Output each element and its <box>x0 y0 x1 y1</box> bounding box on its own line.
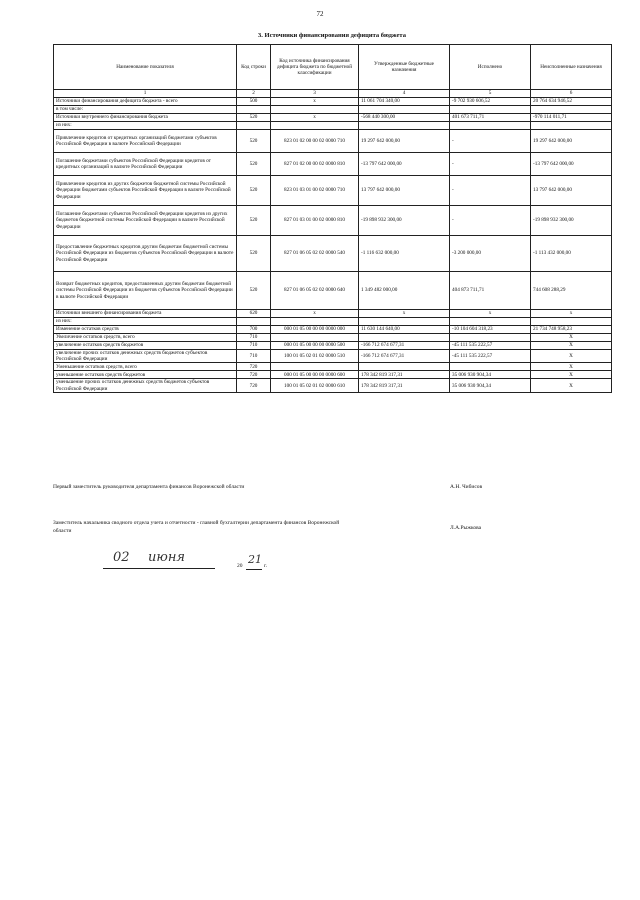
cell-indicator-name: Источники внешнего финансирования бюджета <box>54 310 237 318</box>
cell-executed <box>450 318 531 326</box>
date-year-unit: г. <box>264 563 268 569</box>
cell-executed <box>450 334 531 342</box>
cell-indicator-name: Привлечение кредитов из других бюджетов бюджетной системы Российской Федерации бюджетами субъектов Российской Федерации в валюте Российской Федерации <box>54 176 237 206</box>
financing-sources-table <box>53 44 612 393</box>
table-row <box>54 206 612 236</box>
cell-indicator-name: Возврат бюджетных кредитов, предоставленных другим бюджетам бюджетной системы Российской Федерации из бюджетов субъектов Российской Федерации в валюте Российской Федерации <box>54 272 237 310</box>
cell-source-code: 000 01 05 00 00 00 0000 600 <box>271 371 359 379</box>
cell-executed: 401 673 711,71 <box>450 114 531 122</box>
cell-executed: 35 006 930 904,34 <box>450 379 531 392</box>
table-row <box>54 122 612 130</box>
cell-unexecuted: X <box>531 379 612 392</box>
header-approved: Утвержденные бюджетные назначения <box>359 45 450 90</box>
cell-approved <box>359 334 450 342</box>
cell-source-code <box>271 122 359 130</box>
cell-line-code: 710 <box>237 334 271 342</box>
cell-unexecuted <box>531 122 612 130</box>
cell-indicator-name: из них: <box>54 122 237 130</box>
section-title: 3. Источники финансирования дефицита бюджета <box>258 32 406 39</box>
cell-executed <box>450 106 531 114</box>
cell-executed: -10 104 604 318,23 <box>450 326 531 334</box>
cell-line-code: 520 <box>237 176 271 206</box>
cell-approved: 1 349 482 000,00 <box>359 272 450 310</box>
cell-indicator-name: увеличение остатков средств бюджетов <box>54 342 237 350</box>
cell-approved: 19 297 642 000,00 <box>359 130 450 153</box>
cell-approved: -568 440 300,00 <box>359 114 450 122</box>
cell-line-code <box>237 318 271 326</box>
cell-approved: -13 797 642 000,00 <box>359 153 450 176</box>
signature-name-2: Л.А.Рыжкова <box>450 525 482 531</box>
cell-executed: - <box>450 130 531 153</box>
cell-approved: 13 797 642 000,00 <box>359 176 450 206</box>
cell-executed: x <box>450 310 531 318</box>
signature-name-1: А.Н. Чибисов <box>450 484 483 490</box>
cell-source-code: 000 01 05 00 00 00 0000 000 <box>271 326 359 334</box>
table-row <box>54 106 612 114</box>
cell-line-code: 620 <box>237 310 271 318</box>
table-row <box>54 342 612 350</box>
cell-unexecuted: X <box>531 371 612 379</box>
cell-unexecuted: -1 113 432 000,00 <box>531 236 612 272</box>
cell-executed: -3 200 000,00 <box>450 236 531 272</box>
cell-executed: 35 006 930 904,34 <box>450 371 531 379</box>
cell-indicator-name: Привлечение кредитов от кредитных организаций бюджетами субъектов Российской Федерации в валюте Российской Федерации <box>54 130 237 153</box>
cell-source-code <box>271 334 359 342</box>
cell-unexecuted: 20 764 634 946,52 <box>531 98 612 106</box>
cell-approved: 11 630 144 640,00 <box>359 326 450 334</box>
table-row <box>54 130 612 153</box>
column-number: 6 <box>531 90 612 98</box>
cell-approved: 178 342 819 317,31 <box>359 379 450 392</box>
cell-source-code: 827 01 02 00 00 02 0000 810 <box>271 153 359 176</box>
table-row <box>54 326 612 334</box>
cell-source-code: x <box>271 310 359 318</box>
cell-unexecuted: 744 608 288,29 <box>531 272 612 310</box>
cell-source-code: 827 01 06 05 02 02 0000 540 <box>271 236 359 272</box>
cell-unexecuted <box>531 106 612 114</box>
signature-position-1: Первый заместитель руководителя департамента финансов Воронежской области <box>53 484 245 490</box>
cell-line-code: 710 <box>237 342 271 350</box>
cell-unexecuted: X <box>531 350 612 363</box>
table-row <box>54 272 612 310</box>
cell-executed: - <box>450 153 531 176</box>
cell-approved <box>359 363 450 371</box>
cell-indicator-name: Уменьшение остатков средств, всего <box>54 363 237 371</box>
cell-line-code: 710 <box>237 350 271 363</box>
cell-approved: 11 061 704 340,00 <box>359 98 450 106</box>
cell-unexecuted: x <box>531 310 612 318</box>
year-underline <box>246 569 262 570</box>
cell-approved <box>359 122 450 130</box>
cell-source-code: x <box>271 98 359 106</box>
cell-approved: -19 898 932 300,00 <box>359 206 450 236</box>
cell-approved <box>359 318 450 326</box>
table-row <box>54 318 612 326</box>
cell-approved: -166 712 674 677,31 <box>359 350 450 363</box>
cell-executed: - <box>450 176 531 206</box>
cell-executed: -45 111 535 222,57 <box>450 342 531 350</box>
cell-line-code: 720 <box>237 363 271 371</box>
cell-source-code <box>271 106 359 114</box>
cell-source-code: 000 01 05 00 00 00 0000 500 <box>271 342 359 350</box>
table-row <box>54 379 612 392</box>
header-name: Наименование показателя <box>54 45 237 90</box>
column-number: 5 <box>450 90 531 98</box>
cell-approved: 178 342 819 317,31 <box>359 371 450 379</box>
cell-approved: -1 116 632 000,00 <box>359 236 450 272</box>
table-row <box>54 334 612 342</box>
cell-executed: 404 873 711,71 <box>450 272 531 310</box>
cell-line-code: 500 <box>237 98 271 106</box>
table-row <box>54 310 612 318</box>
date-underline <box>103 568 215 569</box>
cell-line-code: 520 <box>237 153 271 176</box>
cell-line-code: 520 <box>237 206 271 236</box>
header-row <box>54 45 612 90</box>
header-code-line: Код строки <box>237 45 271 90</box>
signature-position-2: Заместитель начальника сводного отдела учета и отчетности - главной бухгалтерии департамента финансов Воронежской области <box>53 520 340 534</box>
cell-source-code: 100 01 05 02 01 02 0000 610 <box>271 379 359 392</box>
cell-unexecuted <box>531 318 612 326</box>
column-number-row <box>54 90 612 98</box>
cell-unexecuted: 13 797 642 000,00 <box>531 176 612 206</box>
table-row <box>54 371 612 379</box>
cell-executed <box>450 122 531 130</box>
cell-source-code: 827 01 03 01 00 02 0000 810 <box>271 206 359 236</box>
cell-unexecuted: 19 297 642 000,00 <box>531 130 612 153</box>
cell-indicator-name: Изменение остатков средств <box>54 326 237 334</box>
cell-unexecuted: -19 898 932 300,00 <box>531 206 612 236</box>
cell-executed <box>450 363 531 371</box>
cell-unexecuted: X <box>531 334 612 342</box>
header-executed: Исполнено <box>450 45 531 90</box>
column-number: 4 <box>359 90 450 98</box>
cell-line-code: 700 <box>237 326 271 334</box>
table-body <box>54 98 612 393</box>
cell-indicator-name: в том числе: <box>54 106 237 114</box>
cell-unexecuted: X <box>531 363 612 371</box>
cell-source-code <box>271 318 359 326</box>
cell-executed: - <box>450 206 531 236</box>
date-year-prefix: 20 <box>237 563 243 569</box>
cell-line-code: 520 <box>237 272 271 310</box>
date-day: 02 <box>113 550 130 565</box>
column-number: 3 <box>271 90 359 98</box>
date-year-suffix: 21 <box>248 553 262 566</box>
cell-indicator-name: Увеличение остатков средств, всего <box>54 334 237 342</box>
date-month: июня <box>148 550 185 565</box>
cell-line-code: 520 <box>237 114 271 122</box>
column-number: 1 <box>54 90 237 98</box>
table-row <box>54 236 612 272</box>
cell-indicator-name: уменьшение остатков средств бюджетов <box>54 371 237 379</box>
header-unexecuted: Неисполненные назначения <box>531 45 612 90</box>
cell-indicator-name: Источники финансирования дефицита бюджета - всего <box>54 98 237 106</box>
cell-indicator-name: Погашение бюджетами субъектов Российской Федерации кредитов из других бюджетов бюджетной системы Российской Федерации в валюте Российской Федерации <box>54 206 237 236</box>
header-code-source: Код источника финансирования дефицита бюджета по бюджетной классификации <box>271 45 359 90</box>
cell-indicator-name: увеличение прочих остатков денежных средств бюджетов субъектов Российской Федерации <box>54 350 237 363</box>
cell-unexecuted: X <box>531 342 612 350</box>
cell-approved <box>359 106 450 114</box>
table-row <box>54 176 612 206</box>
cell-indicator-name: из них: <box>54 318 237 326</box>
cell-unexecuted: -13 797 642 000,00 <box>531 153 612 176</box>
cell-unexecuted: 21 734 748 958,23 <box>531 326 612 334</box>
cell-source-code: 823 01 02 00 00 02 0000 710 <box>271 130 359 153</box>
column-number: 2 <box>237 90 271 98</box>
cell-approved: x <box>359 310 450 318</box>
cell-line-code <box>237 106 271 114</box>
cell-source-code: 823 01 03 01 00 02 0000 710 <box>271 176 359 206</box>
cell-indicator-name: Источники внутреннего финансирования бюджета <box>54 114 237 122</box>
cell-source-code: 100 01 05 02 01 02 0000 510 <box>271 350 359 363</box>
cell-source-code: 827 01 06 05 02 02 0000 640 <box>271 272 359 310</box>
table-row <box>54 350 612 363</box>
cell-source-code <box>271 363 359 371</box>
cell-line-code: 520 <box>237 130 271 153</box>
cell-line-code: 720 <box>237 371 271 379</box>
cell-line-code <box>237 122 271 130</box>
table-row <box>54 153 612 176</box>
cell-line-code: 520 <box>237 236 271 272</box>
cell-source-code: x <box>271 114 359 122</box>
cell-indicator-name: Погашение бюджетами субъектов Российской Федерации кредитов от кредитных организаций в валюте Российской Федерации <box>54 153 237 176</box>
table-row <box>54 114 612 122</box>
cell-line-code: 720 <box>237 379 271 392</box>
cell-unexecuted: -970 114 011,71 <box>531 114 612 122</box>
cell-executed: -9 702 930 606,52 <box>450 98 531 106</box>
cell-approved: -166 712 674 677,31 <box>359 342 450 350</box>
cell-indicator-name: уменьшение прочих остатков денежных средств бюджетов субъектов Российской Федерации <box>54 379 237 392</box>
table-row <box>54 363 612 371</box>
page-number: 72 <box>316 10 324 18</box>
cell-executed: -45 111 535 222,57 <box>450 350 531 363</box>
cell-indicator-name: Предоставление бюджетных кредитов другим бюджетам бюджетной системы Российской Федерации из бюджетов субъектов Российской Федерации в валюте Российской Федерации <box>54 236 237 272</box>
table-row <box>54 98 612 106</box>
